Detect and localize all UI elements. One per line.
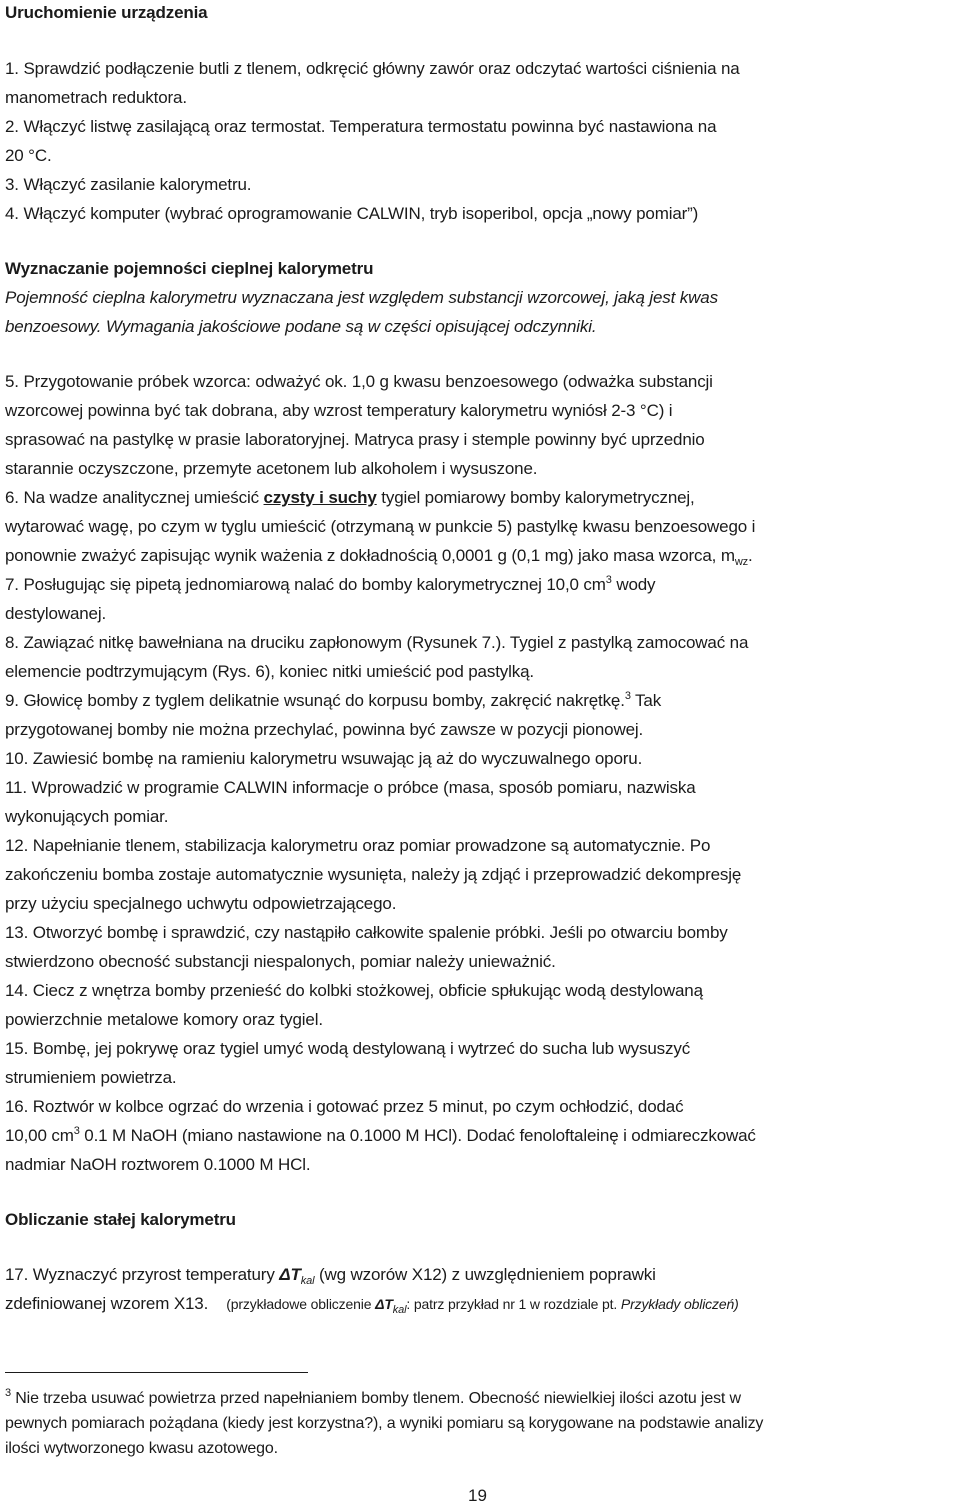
step-6-line-2: wytarować wagę, po czym w tyglu umieścić (otrzymaną w punkcie 5) pastylkę kwasu benzoesowego i: [5, 517, 756, 536]
step-7-line-2: destylowanej.: [5, 604, 107, 623]
step-5-line-3: sprasować na pastylkę w prasie laboratoryjnej. Matryca prasy i stemple powinny być uprzednio: [5, 430, 705, 449]
step-8-line-1: 8. Zawiązać nitkę bawełniana na druciku zapłonowym (Rysunek 7.). Tygiel z pastylką zamocować na: [5, 633, 749, 652]
delta-t-symbol: ΔT: [279, 1265, 301, 1284]
page-number: 19: [468, 1486, 487, 1505]
step-2-line-2: 20 °C.: [5, 146, 52, 165]
step-9-line-1: [5, 690, 661, 712]
step-6-text-end: tygiel pomiarowy bomby kalorymetrycznej,: [376, 488, 695, 507]
step-1-line-1: 1. Sprawdzić podłączenie butli z tlenem, odkręcić główny zawór oraz odczytać wartości ciśnienia na: [5, 59, 740, 78]
step-12-line-3: przy użyciu specjalnego uchwytu odpowietrzającego.: [5, 894, 397, 913]
footnote-text: Nie trzeba usuwać powietrza przed napełnianiem bomby tlenem. Obecność niewielkiej ilości azotu jest w: [10, 1390, 741, 1407]
step-4: 4. Włączyć komputer (wybrać oprogramowanie CALWIN, tryb isoperibol, opcja „nowy pomiar”): [5, 204, 699, 223]
step-1-line-2: manometrach reduktora.: [5, 88, 187, 107]
step-5-line-2: wzorcowej powinna być tak dobrana, aby wzrost temperatury kalorymetru wyniósł 2-3 °C) i: [5, 401, 673, 420]
step-16-line-3: nadmiar NaOH roztworem 0.1000 M HCl.: [5, 1155, 311, 1174]
step-17-text: 17. Wyznaczyć przyrost temperatury: [5, 1265, 280, 1284]
constant-heading: Obliczanie stałej kalorymetru: [5, 1210, 236, 1229]
mass-subscript: wz: [734, 556, 748, 568]
footnote-line-1: [5, 1388, 741, 1410]
step-2-line-1: 2. Włączyć listwę zasilającą oraz termostat. Temperatura termostatu powinna być nastawiona na: [5, 117, 717, 136]
step-14-line-2: powierzchnie metalowe komory oraz tygiel.: [5, 1010, 323, 1029]
capacity-intro-line-2: benzoesowy. Wymagania jakościowe podane są w części opisującej odczynniki.: [5, 317, 597, 336]
step-6-period: .: [748, 546, 753, 565]
step-13-line-2: stwierdzono obecność substancji niespalonych, pomiar należy unieważnić.: [5, 952, 556, 971]
step-6-text: 6. Na wadze analitycznej umieścić: [5, 488, 264, 507]
step-6-line-3: [5, 545, 753, 567]
example-note-open: (przykładowe obliczenie: [226, 1296, 376, 1312]
footnote-mark: 3: [5, 1387, 11, 1399]
step-6-line-1: [5, 487, 695, 509]
step-3: 3. Włączyć zasilanie kalorymetru.: [5, 175, 252, 194]
step-9-text: 9. Głowicę bomby z tyglem delikatnie wsunąć do korpusu bomby, zakręcić nakrętkę.: [5, 691, 625, 710]
volume-superscript: 3: [605, 574, 612, 586]
step-11-line-2: wykonujących pomiar.: [5, 807, 169, 826]
step-12-line-2: zakończeniu bomba zostaje automatycznie wysunięta, należy ją zdjąć i przeprowadzić dekompresję: [5, 865, 742, 884]
step-17-line-2: [5, 1293, 739, 1315]
example-note-italic: Przykłady obliczeń): [620, 1296, 739, 1312]
capacity-intro-line-1: Pojemność cieplna kalorymetru wyznaczana jest względem substancji wzorcowej, jaką jest kwas: [5, 288, 718, 307]
step-11-line-1: 11. Wprowadzić w programie CALWIN informacje o próbce (masa, sposób pomiaru, nazwiska: [5, 778, 696, 797]
step-15-line-2: strumieniem powietrza.: [5, 1068, 177, 1087]
step-5-line-4: starannie oczyszczone, przemyte acetonem lub alkoholem i wysuszone.: [5, 459, 538, 478]
footnote-line-2: pewnych pomiarach pożądana (kiedy jest korzystna?), a wyniki pomiaru są korygowane na podstawie analizy: [5, 1415, 764, 1432]
emphasis-clean-dry: czysty i suchy: [263, 488, 377, 507]
step-7-text: 7. Posługując się pipetą jednomiarową nalać do bomby kalorymetrycznej 10,0 cm: [5, 575, 606, 594]
footnote-line-3: ilości wytworzonego kwasu azotowego.: [5, 1440, 278, 1457]
example-note: [226, 1296, 739, 1316]
step-17-text-end: (wg wzorów X12) z uwzględnieniem poprawki: [314, 1265, 656, 1284]
step-9-line-2: przygotowanej bomby nie można przechylać, powinna być zawsze w pozycji pionowej.: [5, 720, 644, 739]
step-13-line-1: 13. Otworzyć bombę i sprawdzić, czy nastąpiło całkowite spalenie próbki. Jeśli po otwarciu bomby: [5, 923, 728, 942]
example-note-middle: : patrz przykład nr 1 w rozdziale pt.: [406, 1296, 621, 1312]
step-5-line-1: 5. Przygotowanie próbek wzorca: odważyć ok. 1,0 g kwasu benzoesowego (odważka substancji: [5, 372, 713, 391]
footnote-reference: 3: [624, 690, 631, 702]
startup-heading: Uruchomienie urządzenia: [5, 3, 208, 22]
step-16-line-2: [5, 1125, 756, 1147]
step-8-line-2: elemencie podtrzymującym (Rys. 6), koniec nitki umieścić pod pastylką.: [5, 662, 534, 681]
step-7-text-end: wody: [611, 575, 656, 594]
delta-t-subscript: kal: [300, 1275, 315, 1287]
step-16-volume: 10,00 cm: [5, 1126, 74, 1145]
step-15-line-1: 15. Bombę, jej pokrywę oraz tygiel umyć wodą destylowaną i wytrzeć do sucha lub wysuszyć: [5, 1039, 691, 1058]
footnote-separator: [5, 1372, 308, 1373]
step-16-line-1: 16. Roztwór w kolbce ogrzać do wrzenia i gotować przez 5 minut, po czym ochłodzić, dodać: [5, 1097, 684, 1116]
step-14-line-1: 14. Ciecz z wnętrza bomby przenieść do kolbki stożkowej, obficie spłukując wodą destylowaną: [5, 981, 703, 1000]
step-7-line-1: [5, 574, 655, 596]
step-6-mass-text: ponownie zważyć zapisując wynik ważenia z dokładnością 0,0001 g (0,1 mg) jako masa wzorca, m: [5, 546, 735, 565]
step-9-text-end: Tak: [630, 691, 662, 710]
volume-superscript: 3: [73, 1125, 80, 1137]
step-12-line-1: 12. Napełnianie tlenem, stabilizacja kalorymetru oraz pomiar prowadzone są automatycznie. Po: [5, 836, 711, 855]
delta-t-symbol: ΔT: [375, 1296, 393, 1312]
delta-t-subscript: kal: [392, 1304, 407, 1316]
step-17-line-1: [5, 1264, 656, 1286]
step-16-text: 0.1 M NaOH (miano nastawione na 0.1000 M HCl). Dodać fenoloftaleinę i odmiareczkować: [79, 1126, 756, 1145]
capacity-heading: Wyznaczanie pojemności cieplnej kalorymetru: [5, 259, 374, 278]
step-10: 10. Zawiesić bombę na ramieniu kalorymetru wsuwając ją aż do wyczuwalnego oporu.: [5, 749, 643, 768]
step-17-formula-ref: zdefiniowanej wzorem X13.: [5, 1294, 209, 1313]
